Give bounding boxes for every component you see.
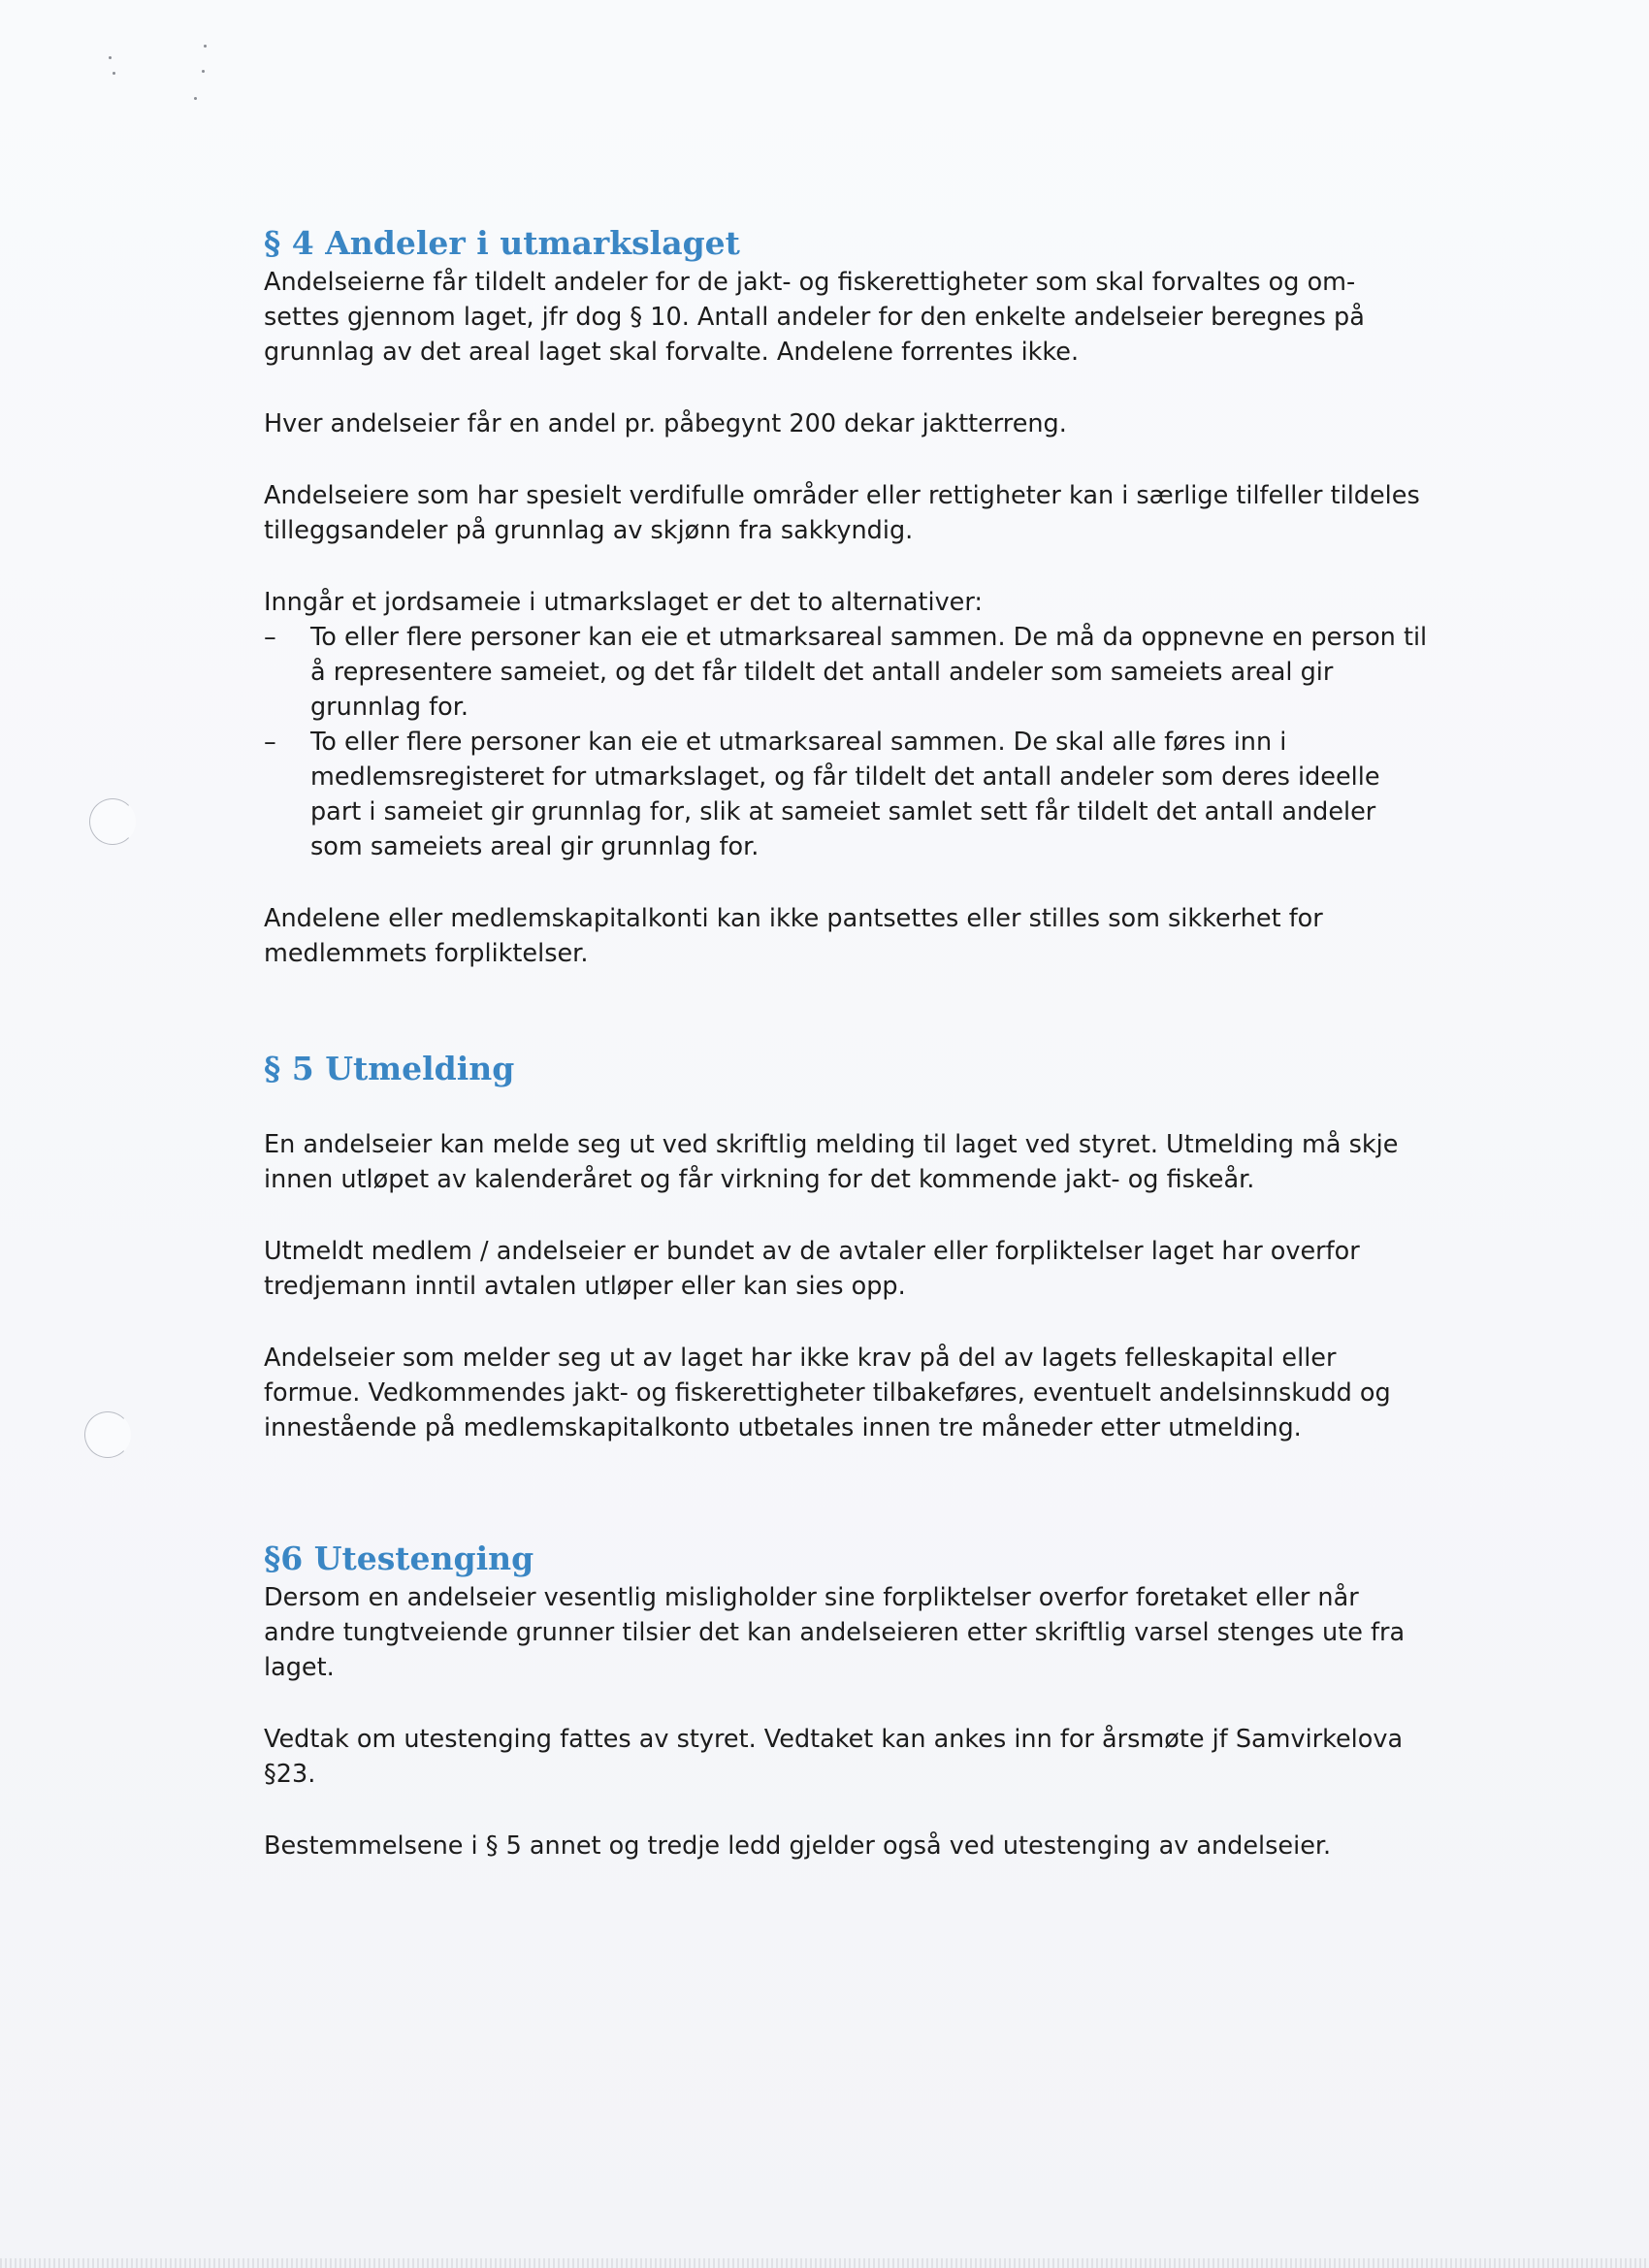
section-6-heading: §6 Utestenging bbox=[264, 1539, 534, 1577]
punch-hole-upper bbox=[89, 798, 136, 845]
section-5-paragraph-3: Andelseier som melder seg ut av laget har ikke krav på del av lagets felleskapital eller formue. Vedkommendes jakt- og fiskerettigheter tilbakeføres, eventuelt andelsinnskudd og innestående på medlemskapitalkonto utbetales innen tre måneder etter utmelding. bbox=[264, 1343, 1391, 1442]
document-body bbox=[264, 223, 1428, 1863]
section-5-heading: § 5 Utmelding bbox=[264, 1049, 515, 1087]
section-6-paragraph-3: Bestemmelsene i § 5 annet og tredje ledd gjelder også ved utestenging av andelseier. bbox=[264, 1831, 1332, 1861]
dash-bullet: – bbox=[264, 622, 276, 652]
punch-hole-lower bbox=[84, 1411, 131, 1458]
section-4 bbox=[264, 223, 1428, 971]
list-item-text: To eller flere personer kan eie et utmarksareal sammen. De skal alle føres inn i medlemsregisteret for utmarkslaget, og får tildelt det antall andeler som deres ideelle part i sameiet gir grunnlag for, slik at sameiet samlet sett får tildelt det antall andeler som sameiets areal gir grunnlag for. bbox=[310, 727, 1380, 861]
scan-specks bbox=[97, 29, 223, 107]
section-4-paragraph-2: Hver andelseier får en andel pr. påbegynt 200 dekar jaktterreng. bbox=[264, 408, 1067, 438]
list-item-text: To eller flere personer kan eie et utmarksareal sammen. De må da oppnevne en person til å representere sameiet, og det får tildelt det antall andeler som sameiets areal gir grunnlag for. bbox=[310, 622, 1428, 722]
section-4-paragraph-3: Andelseiere som har spesielt verdifulle områder eller rettigheter kan i særlige tilfeller tildeles tilleggsandeler på grunnlag av skjønn fra sakkyndig. bbox=[264, 480, 1420, 545]
list-item bbox=[264, 725, 1428, 864]
list-item bbox=[264, 620, 1428, 725]
dash-bullet: – bbox=[264, 727, 276, 757]
section-4-heading: § 4 Andeler i utmarkslaget bbox=[264, 224, 740, 262]
section-5-paragraph-2: Utmeldt medlem / andelseier er bundet av de avtaler eller forpliktelser laget har overfor tredjemann inntil avtalen utløper eller kan sies opp. bbox=[264, 1236, 1360, 1301]
alternatives-list bbox=[264, 620, 1428, 864]
section-5-paragraph-1: En andelseier kan melde seg ut ved skriftlig melding til laget ved styret. Utmelding må skje innen utløpet av kalenderåret og får virkning for det kommende jakt- og fiskeår. bbox=[264, 1129, 1399, 1194]
section-4-paragraph-5: Andelene eller medlemskapitalkonti kan ikke pantsettes eller stilles som sikkerhet for medlemmets forpliktelser. bbox=[264, 903, 1323, 968]
scan-streak bbox=[0, 2258, 1649, 2268]
section-6 bbox=[264, 1539, 1428, 1863]
section-4-paragraph-4: Inngår et jordsameie i utmarkslaget er det to alternativer: bbox=[264, 587, 983, 617]
section-6-paragraph-2: Vedtak om utestenging fattes av styret. Vedtaket kan ankes inn for årsmøte jf Samvirkelova §23. bbox=[264, 1724, 1404, 1789]
section-6-paragraph-1: Dersom en andelseier vesentlig misligholder sine forpliktelser overfor foretaket eller når andre tungtveiende grunner tilsier det kan andelseieren etter skriftlig varsel stenges ute fra laget. bbox=[264, 1582, 1406, 1682]
section-5 bbox=[264, 1049, 1428, 1445]
section-4-paragraph-1: Andelseierne får tildelt andeler for de jakt- og fiskerettigheter som skal forvaltes og om- settes gjennom laget, jfr dog § 10. Antall andeler for den enkelte andelseier beregnes på grunnlag av det areal laget skal forvalte. Andelene forrentes ikke. bbox=[264, 267, 1365, 367]
